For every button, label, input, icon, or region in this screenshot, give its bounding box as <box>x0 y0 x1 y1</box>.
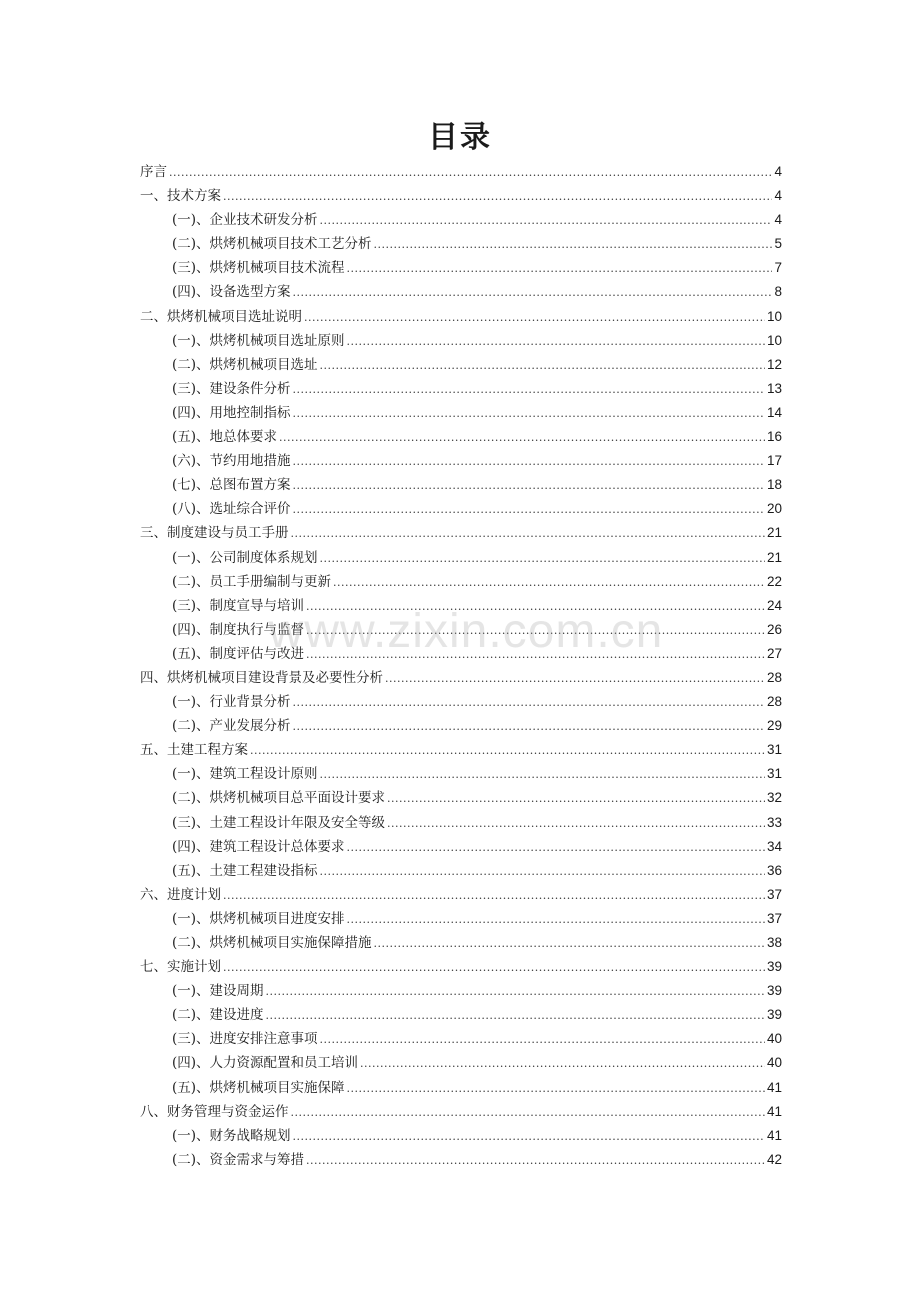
toc-entry-page-number: 39 <box>766 983 782 999</box>
toc-entry-label: (七)、总图布置方案 <box>172 477 291 494</box>
toc-entry-page-number: 28 <box>766 694 782 710</box>
toc-entry-page-number: 27 <box>766 645 782 661</box>
toc-entry[interactable] <box>140 449 782 473</box>
toc-dot-leader <box>279 426 765 450</box>
toc-dot-leader <box>333 571 765 595</box>
toc-dot-leader <box>293 402 765 426</box>
toc-entry-label: 二、烘烤机械项目选址说明 <box>140 308 302 325</box>
toc-entry-label: 六、进度计划 <box>140 886 221 903</box>
toc-dot-leader <box>347 257 773 281</box>
toc-dot-leader <box>320 547 765 571</box>
toc-entry-page-number: 36 <box>766 862 782 878</box>
table-of-contents <box>140 160 782 1172</box>
toc-entry[interactable] <box>140 618 782 642</box>
toc-entry-label: (二)、建设进度 <box>172 1007 264 1024</box>
toc-dot-leader <box>306 1149 765 1173</box>
toc-dot-leader <box>374 932 765 956</box>
toc-dot-leader <box>306 595 765 619</box>
toc-entry-label: (八)、选址综合评价 <box>172 501 291 518</box>
toc-entry-page-number: 39 <box>766 1007 782 1023</box>
toc-dot-leader <box>320 763 765 787</box>
toc-entry-label: (五)、土建工程建设指标 <box>172 862 318 879</box>
toc-entry-page-number: 42 <box>766 1151 782 1167</box>
toc-dot-leader <box>320 860 765 884</box>
toc-entry[interactable] <box>140 642 782 666</box>
toc-entry[interactable] <box>140 859 782 883</box>
toc-dot-leader <box>306 643 765 667</box>
toc-entry-page-number: 4 <box>774 212 782 228</box>
toc-dot-leader <box>169 161 772 185</box>
toc-entry[interactable] <box>140 208 782 232</box>
toc-entry[interactable] <box>140 762 782 786</box>
toc-entry-label: (二)、烘烤机械项目实施保障措施 <box>172 935 372 951</box>
toc-entry-label: (一)、财务战略规划 <box>172 1127 291 1144</box>
toc-entry-page-number: 31 <box>766 742 782 758</box>
toc-dot-leader <box>387 812 765 836</box>
toc-entry-page-number: 40 <box>766 1031 782 1047</box>
toc-entry-page-number: 18 <box>766 477 782 493</box>
toc-entry-page-number: 31 <box>766 766 782 782</box>
toc-entry[interactable] <box>140 401 782 425</box>
toc-dot-leader <box>320 1028 765 1052</box>
toc-dot-leader <box>223 884 765 908</box>
toc-entry[interactable] <box>140 1100 782 1124</box>
toc-entry[interactable] <box>140 425 782 449</box>
toc-entry-label: (一)、公司制度体系规划 <box>172 549 318 566</box>
toc-dot-leader <box>293 691 765 715</box>
toc-entry[interactable] <box>140 786 782 810</box>
toc-entry-page-number: 4 <box>774 188 782 204</box>
toc-dot-leader <box>360 1052 765 1076</box>
toc-entry-page-number: 39 <box>766 959 782 975</box>
toc-entry[interactable] <box>140 1003 782 1027</box>
toc-entry-page-number: 40 <box>766 1055 782 1071</box>
toc-entry-page-number: 21 <box>766 549 782 565</box>
toc-entry[interactable] <box>140 353 782 377</box>
toc-dot-leader <box>320 354 765 378</box>
toc-dot-leader <box>347 836 765 860</box>
toc-entry-page-number: 34 <box>766 838 782 854</box>
toc-entry[interactable] <box>140 329 782 353</box>
toc-entry[interactable] <box>140 811 782 835</box>
toc-entry-label: (二)、烘烤机械项目选址 <box>172 356 318 373</box>
toc-entry-label: (四)、建筑工程设计总体要求 <box>172 838 345 855</box>
toc-entry[interactable] <box>140 280 782 304</box>
toc-entry[interactable] <box>140 1051 782 1075</box>
toc-entry-label: (三)、烘烤机械项目技术流程 <box>172 260 345 277</box>
toc-dot-leader <box>293 378 765 402</box>
toc-dot-leader <box>291 522 765 546</box>
toc-entry-label: (二)、员工手册编制与更新 <box>172 573 332 590</box>
toc-entry-page-number: 29 <box>766 718 782 734</box>
toc-entry-label: 七、实施计划 <box>140 959 221 976</box>
toc-entry-label: 三、制度建设与员工手册 <box>140 525 289 542</box>
toc-entry-label: (一)、建设周期 <box>172 983 264 1000</box>
page-title: 目录 <box>428 120 492 155</box>
toc-dot-leader <box>387 787 765 811</box>
toc-entry-label: 一、技术方案 <box>140 188 221 205</box>
toc-entry[interactable] <box>140 714 782 738</box>
toc-entry-label: (六)、节约用地措施 <box>172 453 291 470</box>
toc-dot-leader <box>266 1004 765 1028</box>
toc-entry-label: (一)、烘烤机械项目进度安排 <box>172 910 345 927</box>
toc-entry-label: (二)、产业发展分析 <box>172 718 291 735</box>
toc-entry-label: 序言 <box>140 164 167 180</box>
toc-dot-leader <box>293 474 765 498</box>
toc-dot-leader <box>347 1077 765 1101</box>
toc-entry-label: 四、烘烤机械项目建设背景及必要性分析 <box>140 669 383 686</box>
toc-entry-page-number: 10 <box>766 332 782 348</box>
toc-entry-label: (一)、行业背景分析 <box>172 694 291 711</box>
toc-entry-page-number: 28 <box>766 669 782 685</box>
toc-dot-leader <box>347 330 765 354</box>
toc-dot-leader <box>223 956 765 980</box>
toc-entry[interactable] <box>140 1124 782 1148</box>
toc-entry-page-number: 12 <box>766 356 782 372</box>
toc-entry[interactable] <box>140 738 782 762</box>
toc-entry[interactable] <box>140 931 782 955</box>
toc-entry-page-number: 32 <box>766 790 782 806</box>
toc-entry-page-number: 13 <box>766 380 782 396</box>
toc-dot-leader <box>250 739 765 763</box>
toc-dot-leader <box>347 908 765 932</box>
toc-entry-label: (五)、烘烤机械项目实施保障 <box>172 1079 345 1096</box>
toc-entry[interactable] <box>140 473 782 497</box>
toc-dot-leader <box>293 281 773 305</box>
toc-dot-leader <box>293 715 765 739</box>
toc-entry[interactable] <box>140 160 782 184</box>
toc-dot-leader <box>223 185 772 209</box>
toc-dot-leader <box>374 233 773 257</box>
toc-entry-page-number: 7 <box>774 260 782 276</box>
toc-entry[interactable] <box>140 666 782 690</box>
toc-entry[interactable] <box>140 1027 782 1051</box>
toc-entry-label: (三)、土建工程设计年限及安全等级 <box>172 814 386 831</box>
toc-dot-leader <box>293 1125 765 1149</box>
toc-entry-page-number: 22 <box>766 573 782 589</box>
toc-entry-page-number: 17 <box>766 453 782 469</box>
toc-entry[interactable] <box>140 497 782 521</box>
toc-entry[interactable] <box>140 835 782 859</box>
toc-entry[interactable] <box>140 979 782 1003</box>
toc-entry[interactable] <box>140 521 782 545</box>
toc-entry-page-number: 41 <box>766 1127 782 1143</box>
toc-entry[interactable] <box>140 305 782 329</box>
toc-entry[interactable] <box>140 570 782 594</box>
toc-entry[interactable] <box>140 377 782 401</box>
toc-entry-page-number: 37 <box>766 910 782 926</box>
toc-entry-label: (五)、地总体要求 <box>172 429 278 446</box>
toc-entry-label: 八、财务管理与资金运作 <box>140 1103 289 1120</box>
toc-entry-page-number: 26 <box>766 621 782 637</box>
toc-entry-label: (一)、企业技术研发分析 <box>172 212 318 229</box>
toc-entry[interactable] <box>140 690 782 714</box>
toc-entry-page-number: 41 <box>766 1079 782 1095</box>
toc-entry-label: (一)、建筑工程设计原则 <box>172 766 318 783</box>
toc-dot-leader <box>306 619 765 643</box>
toc-entry[interactable] <box>140 546 782 570</box>
toc-dot-leader <box>266 980 765 1004</box>
toc-entry-page-number: 5 <box>774 236 782 252</box>
toc-dot-leader <box>293 450 765 474</box>
toc-entry-label: (二)、资金需求与筹措 <box>172 1151 305 1168</box>
toc-entry-label: (五)、制度评估与改进 <box>172 645 305 662</box>
toc-entry-page-number: 37 <box>766 886 782 902</box>
toc-dot-leader <box>293 498 765 522</box>
toc-entry[interactable] <box>140 907 782 931</box>
toc-entry[interactable] <box>140 1076 782 1100</box>
toc-dot-leader <box>291 1101 765 1125</box>
toc-entry[interactable] <box>140 883 782 907</box>
toc-entry-page-number: 38 <box>766 935 782 950</box>
toc-entry-page-number: 14 <box>766 404 782 420</box>
toc-entry[interactable] <box>140 184 782 208</box>
toc-entry[interactable] <box>140 955 782 979</box>
toc-entry-page-number: 10 <box>766 308 782 324</box>
toc-entry-page-number: 24 <box>766 597 782 613</box>
toc-entry-page-number: 4 <box>774 164 782 179</box>
toc-entry-label: (四)、人力资源配置和员工培训 <box>172 1055 359 1072</box>
toc-entry[interactable] <box>140 594 782 618</box>
toc-entry[interactable] <box>140 256 782 280</box>
toc-entry-page-number: 21 <box>766 525 782 541</box>
toc-entry-page-number: 41 <box>766 1103 782 1119</box>
toc-entry-label: (三)、建设条件分析 <box>172 380 291 397</box>
toc-entry-label: (三)、制度宣导与培训 <box>172 597 305 614</box>
toc-entry-page-number: 16 <box>766 429 782 445</box>
toc-entry-label: (二)、烘烤机械项目技术工艺分析 <box>172 236 372 253</box>
toc-dot-leader <box>320 209 773 233</box>
toc-entry-label: 五、土建工程方案 <box>140 742 248 759</box>
toc-entry-label: (四)、制度执行与监督 <box>172 621 305 638</box>
toc-entry[interactable] <box>140 1148 782 1172</box>
toc-entry-page-number: 20 <box>766 501 782 517</box>
toc-dot-leader <box>304 306 765 330</box>
toc-dot-leader <box>385 667 765 691</box>
toc-entry-label: (一)、烘烤机械项目选址原则 <box>172 332 345 349</box>
toc-entry-label: (二)、烘烤机械项目总平面设计要求 <box>172 790 386 807</box>
watermark: www.zixin.com.cn <box>268 605 664 658</box>
toc-entry[interactable] <box>140 232 782 256</box>
toc-entry-label: (四)、设备选型方案 <box>172 284 291 301</box>
toc-entry-label: (三)、进度安排注意事项 <box>172 1031 318 1048</box>
toc-entry-page-number: 8 <box>774 284 782 300</box>
toc-entry-label: (四)、用地控制指标 <box>172 404 291 421</box>
toc-entry-page-number: 33 <box>766 814 782 830</box>
